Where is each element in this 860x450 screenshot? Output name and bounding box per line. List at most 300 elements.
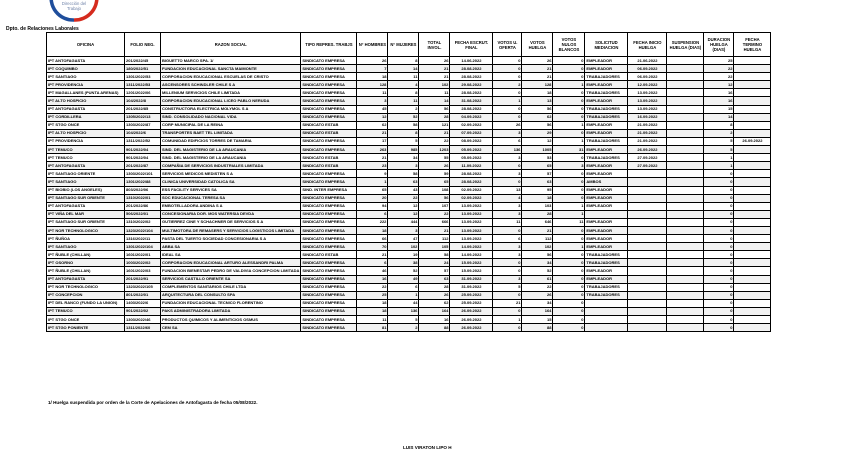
table-row xyxy=(47,259,771,267)
table-cell: 81 xyxy=(357,324,388,332)
table-cell: 0 xyxy=(493,291,522,299)
table-cell: 0 xyxy=(493,324,522,332)
table-cell: 0 xyxy=(553,113,585,121)
table-cell: 18 xyxy=(357,307,388,315)
table-cell: TRABAJADORES xyxy=(585,291,628,299)
table-cell: 12.09.2022 xyxy=(628,81,667,89)
table-cell: SINDICATO EMPRESA xyxy=(301,259,357,267)
table-cell: FUNDACION BIENESTAR PEDRO DE VALDIVIA CONCEPCION LIMITADA xyxy=(161,267,301,275)
table-row xyxy=(47,73,771,81)
table-cell: 5 xyxy=(704,137,734,145)
table-cell xyxy=(734,146,771,154)
table-cell: 1601/2022/03 xyxy=(125,267,161,275)
table-row xyxy=(47,194,771,202)
table-cell: 1 xyxy=(553,137,585,145)
column-header: DURACION HUELGA (DIAS) xyxy=(704,33,734,57)
table-cell: 13.09.2022 xyxy=(628,89,667,97)
table-cell: IPT PROVIDENCIA xyxy=(47,81,125,89)
table-cell: 52 xyxy=(388,113,419,121)
logo-text-line1: Dirección del xyxy=(61,1,87,6)
table-cell: GUTIERREZ CINE Y SCHACHNER DE SERVICIOS S A xyxy=(161,218,301,226)
table-cell: 13.09.2022 xyxy=(450,202,493,210)
table-cell: IPT ÑUBLE (CHILLAN) xyxy=(47,267,125,275)
table-cell: 15.09.2022 xyxy=(450,259,493,267)
table-cell: 31.09.2022 xyxy=(450,275,493,283)
table-cell: 26 xyxy=(522,291,553,299)
table-cell: 1303/2022/101 xyxy=(125,170,161,178)
table-cell: 0 xyxy=(493,307,522,315)
table-cell: SINDICATO EMPRESA xyxy=(301,291,357,299)
table-cell: 21 xyxy=(419,73,450,81)
table-cell xyxy=(628,291,667,299)
table-cell: 21 xyxy=(357,251,388,259)
table-cell: 8 xyxy=(704,121,734,129)
table-cell: 28.08.2022 xyxy=(450,178,493,186)
table-cell: 22 xyxy=(419,137,450,145)
table-cell: 06.09.2022 xyxy=(628,73,667,81)
table-cell: 1311/2022/53 xyxy=(125,81,161,89)
table-cell: SIND. DEL MAGISTERIO DE LA ARAUCANIA xyxy=(161,146,301,154)
table-cell: 3 xyxy=(357,97,388,105)
table-cell: 02.09.2022 xyxy=(450,186,493,194)
table-cell: SINDICATO EMPRESA xyxy=(301,57,357,65)
table-row xyxy=(47,307,771,315)
table-cell: 28 xyxy=(522,210,553,218)
table-cell xyxy=(734,178,771,186)
table-cell: 14 xyxy=(704,113,734,121)
table-cell: 43 xyxy=(388,186,419,194)
table-cell: 18 xyxy=(522,194,553,202)
table-cell: 21 xyxy=(522,65,553,73)
table-row xyxy=(47,129,771,137)
table-cell: 28.08.2022 xyxy=(450,73,493,81)
table-cell: 08.09.2022 xyxy=(450,137,493,145)
footnote: 1/ Huelga suspendida por orden de la Corte de Apelaciones de Antofagasta de fecha 05/08/2022. xyxy=(48,400,258,405)
table-cell: 3 xyxy=(553,162,585,170)
table-cell: TRABAJADORES xyxy=(585,251,628,259)
column-header: TOTAL INVOL. xyxy=(419,33,450,57)
table-cell: 02.09.2022 xyxy=(450,194,493,202)
table-cell: 28.08.2022 xyxy=(450,170,493,178)
table-cell: 102 xyxy=(522,243,553,251)
table-cell: 12 xyxy=(388,202,419,210)
table-cell: 0 xyxy=(553,226,585,234)
table-cell: 28.08.2022 xyxy=(450,89,493,97)
table-cell: 45 xyxy=(357,105,388,113)
table-cell: IPT PROVIDENCIA xyxy=(47,137,125,145)
table-cell: 26 xyxy=(419,291,450,299)
table-cell xyxy=(734,65,771,73)
table-cell xyxy=(734,129,771,137)
table-cell: 05.09.2022 xyxy=(450,146,493,154)
table-cell: 4 xyxy=(388,81,419,89)
table-cell: 0 xyxy=(493,65,522,73)
table-cell: 2 xyxy=(388,324,419,332)
table-cell xyxy=(628,275,667,283)
table-cell xyxy=(734,194,771,202)
table-cell: 1 xyxy=(553,243,585,251)
table-cell xyxy=(734,186,771,194)
column-header: N° HOMBRES xyxy=(357,33,388,57)
table-cell: 57 xyxy=(419,267,450,275)
table-cell: 14 xyxy=(419,97,450,105)
table-cell xyxy=(734,89,771,97)
table-cell: 0 xyxy=(553,186,585,194)
table-cell: 0 xyxy=(704,178,734,186)
table-cell xyxy=(628,226,667,234)
table-cell: 7 xyxy=(357,65,388,73)
table-cell xyxy=(628,178,667,186)
table-cell: IPT ALTO HOSPICIO xyxy=(47,129,125,137)
table-cell: 63 xyxy=(419,275,450,283)
table-row xyxy=(47,202,771,210)
table-cell: 34 xyxy=(522,299,553,307)
table-cell: SINDICATO EMPRESA xyxy=(301,299,357,307)
table-cell: 11 xyxy=(388,73,419,81)
table-cell xyxy=(667,218,704,226)
table-cell xyxy=(628,202,667,210)
table-cell: 18 xyxy=(357,226,388,234)
table-row xyxy=(47,324,771,332)
table-cell: ABBA SA xyxy=(161,243,301,251)
table-cell: EMPLEADOR xyxy=(585,226,628,234)
table-cell: 6 xyxy=(493,235,522,243)
table-cell: 21.09.2022 xyxy=(628,129,667,137)
table-cell: 29 xyxy=(522,129,553,137)
column-header: VOTOS HUELGA xyxy=(522,33,553,57)
table-cell xyxy=(667,251,704,259)
column-header: FECHA TERMINO HUELGA xyxy=(734,33,771,57)
table-cell xyxy=(585,316,628,324)
table-cell xyxy=(734,97,771,105)
table-cell: 11 xyxy=(357,89,388,97)
table-cell: 0 xyxy=(704,170,734,178)
table-cell: 0 xyxy=(704,283,734,291)
table-cell: 22 xyxy=(704,73,734,81)
table-cell: 0 xyxy=(704,186,734,194)
table-cell: IPT SANTIAGO SUR ORIENTE xyxy=(47,218,125,226)
table-cell xyxy=(667,154,704,162)
table-cell: IPT STGO ONCE xyxy=(47,121,125,129)
table-cell: SINDICATO ESTAB xyxy=(301,121,357,129)
table-cell: 25.09.2022 xyxy=(450,299,493,307)
table-cell: 0 xyxy=(553,267,585,275)
table-cell: 102 xyxy=(419,81,450,89)
table-cell: 58 xyxy=(388,121,419,129)
table-cell: 11 xyxy=(553,218,585,226)
table-cell: SINDICATO EMPRESA xyxy=(301,226,357,234)
table-cell: IPT ÑUBLE (CHILLAN) xyxy=(47,251,125,259)
table-cell: 1 xyxy=(493,316,522,324)
table-cell: 1 xyxy=(704,162,734,170)
table-row xyxy=(47,291,771,299)
table-cell: 02.09.2022 xyxy=(450,121,493,129)
table-cell: EMPLEADOR xyxy=(585,170,628,178)
table-cell: 21 xyxy=(522,226,553,234)
table-cell: 1 xyxy=(388,291,419,299)
table-cell: SINDICATO EMPRESA xyxy=(301,137,357,145)
table-cell: 20 xyxy=(357,194,388,202)
table-cell: 07.09.2022 xyxy=(450,129,493,137)
table-cell: 0 xyxy=(493,162,522,170)
table-cell: 0 xyxy=(704,267,734,275)
table-cell: 04.09.2022 xyxy=(450,113,493,121)
table-cell: 27.09.2022 xyxy=(628,154,667,162)
table-cell: 59 xyxy=(419,170,450,178)
table-cell: EMPLEADOR xyxy=(585,186,628,194)
table-cell: EMPLEADOR xyxy=(585,194,628,202)
table-cell xyxy=(734,259,771,267)
table-cell xyxy=(734,251,771,259)
table-cell xyxy=(667,226,704,234)
table-cell: 0 xyxy=(704,218,734,226)
table-cell: 985 xyxy=(388,146,419,154)
table-cell: 26 xyxy=(522,57,553,65)
table-cell: IPT STGO ONCE xyxy=(47,316,125,324)
table-cell: 3 xyxy=(493,129,522,137)
table-cell: 112 xyxy=(419,235,450,243)
table-cell: CORPORACION EDUCACIONAL ARTURO ALESSANDRI PALMA xyxy=(161,259,301,267)
table-cell: 22 xyxy=(388,194,419,202)
table-cell: 6 xyxy=(388,283,419,291)
table-cell xyxy=(628,259,667,267)
table-cell: 201/2022/86 xyxy=(125,202,161,210)
table-cell: 62 xyxy=(522,113,553,121)
table-cell: 12 xyxy=(357,113,388,121)
table-cell: 6 xyxy=(357,210,388,218)
table-cell: 52 xyxy=(522,267,553,275)
table-cell: IPT ALTO HOSPICIO xyxy=(47,97,125,105)
table-cell: 13.09.2022 xyxy=(450,226,493,234)
table-cell: ARQUITECTURA DEL CONSULTO SPA xyxy=(161,291,301,299)
table-cell: 16 xyxy=(419,316,450,324)
table-cell: 47 xyxy=(388,235,419,243)
column-header: SUSPENSION HUELGA (DIAS) xyxy=(667,33,704,57)
table-cell: 1303/2022/87 xyxy=(125,121,161,129)
table-cell: 18 xyxy=(357,73,388,81)
table-cell: SINDICATO EMPRESA xyxy=(301,146,357,154)
table-cell xyxy=(667,194,704,202)
table-cell: 506/2022/01 xyxy=(125,210,161,218)
table-cell: 12 xyxy=(388,210,419,218)
table-cell: 0 xyxy=(704,243,734,251)
column-header: FECHA ESCRUT. FINAL xyxy=(450,33,493,57)
table-cell: 0 xyxy=(704,251,734,259)
table-cell: 1316/2022/11 xyxy=(125,235,161,243)
table-cell: 94 xyxy=(357,202,388,210)
table-cell: 128 xyxy=(357,81,388,89)
table-cell xyxy=(667,299,704,307)
table-cell: ESS FACILITY SERVICES SA xyxy=(161,186,301,194)
table-cell xyxy=(734,154,771,162)
table-row xyxy=(47,170,771,178)
table-cell: 3 xyxy=(388,226,419,234)
table-cell: 1301/2022/104 xyxy=(125,243,161,251)
table-cell: SINDICATO ESTAB xyxy=(301,154,357,162)
table-cell: IPT SANTIAGO xyxy=(47,243,125,251)
table-cell: 0 xyxy=(704,291,734,299)
table-cell: 0 xyxy=(553,316,585,324)
table-cell: 1 xyxy=(553,121,585,129)
table-cell: 3 xyxy=(493,243,522,251)
table-cell: 14.06.2022 xyxy=(450,57,493,65)
table-cell: 13.09.2022 xyxy=(628,97,667,105)
table-cell: 26 xyxy=(357,57,388,65)
table-cell xyxy=(667,267,704,275)
table-cell: 31.08.2022 xyxy=(450,97,493,105)
table-cell: 901/2022/04 xyxy=(125,146,161,154)
table-cell xyxy=(667,105,704,113)
table-cell: 21 xyxy=(419,129,450,137)
table-cell xyxy=(585,324,628,332)
table-cell xyxy=(628,194,667,202)
table-cell: EMPLEADOR xyxy=(585,275,628,283)
table-cell xyxy=(667,291,704,299)
table-cell: 15 xyxy=(704,105,734,113)
table-cell: 13.09.2022 xyxy=(450,235,493,243)
table-cell: CORP MUNICIPAL DE LA REINA xyxy=(161,121,301,129)
table-cell xyxy=(667,307,704,315)
table-cell: 28 xyxy=(419,113,450,121)
table-cell: SINDICATO ESTAB xyxy=(301,129,357,137)
table-cell xyxy=(667,57,704,65)
table-row xyxy=(47,137,771,145)
table-cell: 21.09.2022 xyxy=(628,137,667,145)
table-cell: 14.09.2022 xyxy=(450,251,493,259)
table-cell: COMUNIDAD EDIFICIOS TORRES DE TAMARIA xyxy=(161,137,301,145)
table-cell xyxy=(667,324,704,332)
table-cell: EMPLEADOR xyxy=(585,81,628,89)
table-cell: 0 xyxy=(704,259,734,267)
table-cell: 180/2022/51 xyxy=(125,65,161,73)
table-cell: 0 xyxy=(553,235,585,243)
table-cell: EMPLEADOR xyxy=(585,162,628,170)
table-cell: IPT ANTOFAGASTA xyxy=(47,162,125,170)
table-cell xyxy=(734,218,771,226)
table-cell: 63 xyxy=(388,178,419,186)
table-cell: IPT CONCEPCION xyxy=(47,291,125,299)
table-cell: 8 xyxy=(388,57,419,65)
table-cell xyxy=(734,324,771,332)
table-cell: 21 xyxy=(357,154,388,162)
table-cell: 21 xyxy=(493,299,522,307)
table-cell xyxy=(667,97,704,105)
table-cell: 0 xyxy=(493,105,522,113)
table-cell: 136 xyxy=(388,307,419,315)
table-cell xyxy=(667,275,704,283)
table-cell xyxy=(628,316,667,324)
table-cell: 11 xyxy=(419,89,450,97)
table-cell xyxy=(667,65,704,73)
table-cell: 164 xyxy=(522,307,553,315)
table-cell xyxy=(734,105,771,113)
table-cell: 3 xyxy=(493,170,522,178)
table-row xyxy=(47,146,771,154)
table-row xyxy=(47,218,771,226)
table-cell: 1 xyxy=(704,154,734,162)
table-cell: 13.09.2022 xyxy=(450,210,493,218)
table-cell: 22 xyxy=(419,210,450,218)
table-cell: 0 xyxy=(493,89,522,97)
table-cell: 0 xyxy=(704,275,734,283)
table-cell: 0 xyxy=(553,291,585,299)
table-row xyxy=(47,186,771,194)
column-header: FOLIO NEG. xyxy=(125,33,161,57)
table-cell: IPT ANTOFAGASTA xyxy=(47,57,125,65)
table-cell: CONSTRUCTORA ELECTRICA MOLYMOL S A xyxy=(161,105,301,113)
table-cell xyxy=(585,307,628,315)
table-cell: 65 xyxy=(419,178,450,186)
table-cell xyxy=(667,235,704,243)
table-cell: 88 xyxy=(522,324,553,332)
table-cell xyxy=(667,137,704,145)
table-cell: IPT TEMUCO xyxy=(47,307,125,315)
table-cell xyxy=(667,243,704,251)
table-cell: SINDICATO ESTAB xyxy=(301,251,357,259)
table-cell: 5 xyxy=(388,316,419,324)
table-cell: TRABAJADORES xyxy=(585,113,628,121)
table-cell: FUNDACION EDUCACIONAL TECNICO FLORENTINO xyxy=(161,299,301,307)
table-cell: 3 xyxy=(388,162,419,170)
table-cell: CORPORACION EDUCACIONAL LICEO PABLO NERUDA xyxy=(161,97,301,105)
table-cell: 16 xyxy=(704,97,734,105)
table-cell: IPT ANTOFAGASTA xyxy=(47,202,125,210)
table-cell: SINDICATO EMPRESA xyxy=(301,73,357,81)
table-cell: MILLENIUM SERVICIOS CHILE LIMITADA xyxy=(161,89,301,97)
table-cell: 0 xyxy=(704,202,734,210)
table-cell: 0 xyxy=(553,89,585,97)
table-cell: 1310/2022/02 xyxy=(125,218,161,226)
table-cell: 18 xyxy=(522,89,553,97)
table-cell: 14 xyxy=(388,65,419,73)
table-cell: 0 xyxy=(553,129,585,137)
table-cell xyxy=(667,73,704,81)
table-cell: 1201/2022/06 xyxy=(125,89,161,97)
table-cell xyxy=(628,186,667,194)
table-cell xyxy=(628,218,667,226)
table-cell: IPT BIOBIO (LOS ANGELES) xyxy=(47,186,125,194)
table-cell xyxy=(734,267,771,275)
table-cell xyxy=(734,81,771,89)
column-header: VOTOS U. OFERTA xyxy=(493,33,522,57)
table-cell: 56 xyxy=(419,194,450,202)
table-row xyxy=(47,210,771,218)
table-cell: 1303/2022/46 xyxy=(125,316,161,324)
table-row xyxy=(47,89,771,97)
table-cell xyxy=(667,146,704,154)
table-cell: 5 xyxy=(388,137,419,145)
table-cell: EMPLEADOR xyxy=(585,129,628,137)
table-cell: 164 xyxy=(419,307,450,315)
table-cell: 21.09.2022 xyxy=(628,121,667,129)
table-cell: 1403/2022/6 xyxy=(125,299,161,307)
table-cell xyxy=(734,299,771,307)
table-cell: IPT DEL RANCO (FUNDO LA UNION) xyxy=(47,299,125,307)
table-cell: IPT NOR TECHNOLOGICO xyxy=(47,283,125,291)
table-cell: 136 xyxy=(493,146,522,154)
table-cell: 1311/2022/52 xyxy=(125,137,161,145)
table-cell: 263 xyxy=(357,146,388,154)
table-cell: 0 xyxy=(704,210,734,218)
table-cell: 6 xyxy=(357,259,388,267)
table-row xyxy=(47,275,771,283)
table-cell: 23 xyxy=(357,162,388,170)
table-cell: IPT STGO PONIENTE xyxy=(47,324,125,332)
table-cell: 8 xyxy=(388,89,419,97)
table-cell: SINDICATO EMPRESA xyxy=(301,113,357,121)
table-cell xyxy=(667,129,704,137)
table-cell: EMBOTELLADORA ANDINA S A xyxy=(161,202,301,210)
